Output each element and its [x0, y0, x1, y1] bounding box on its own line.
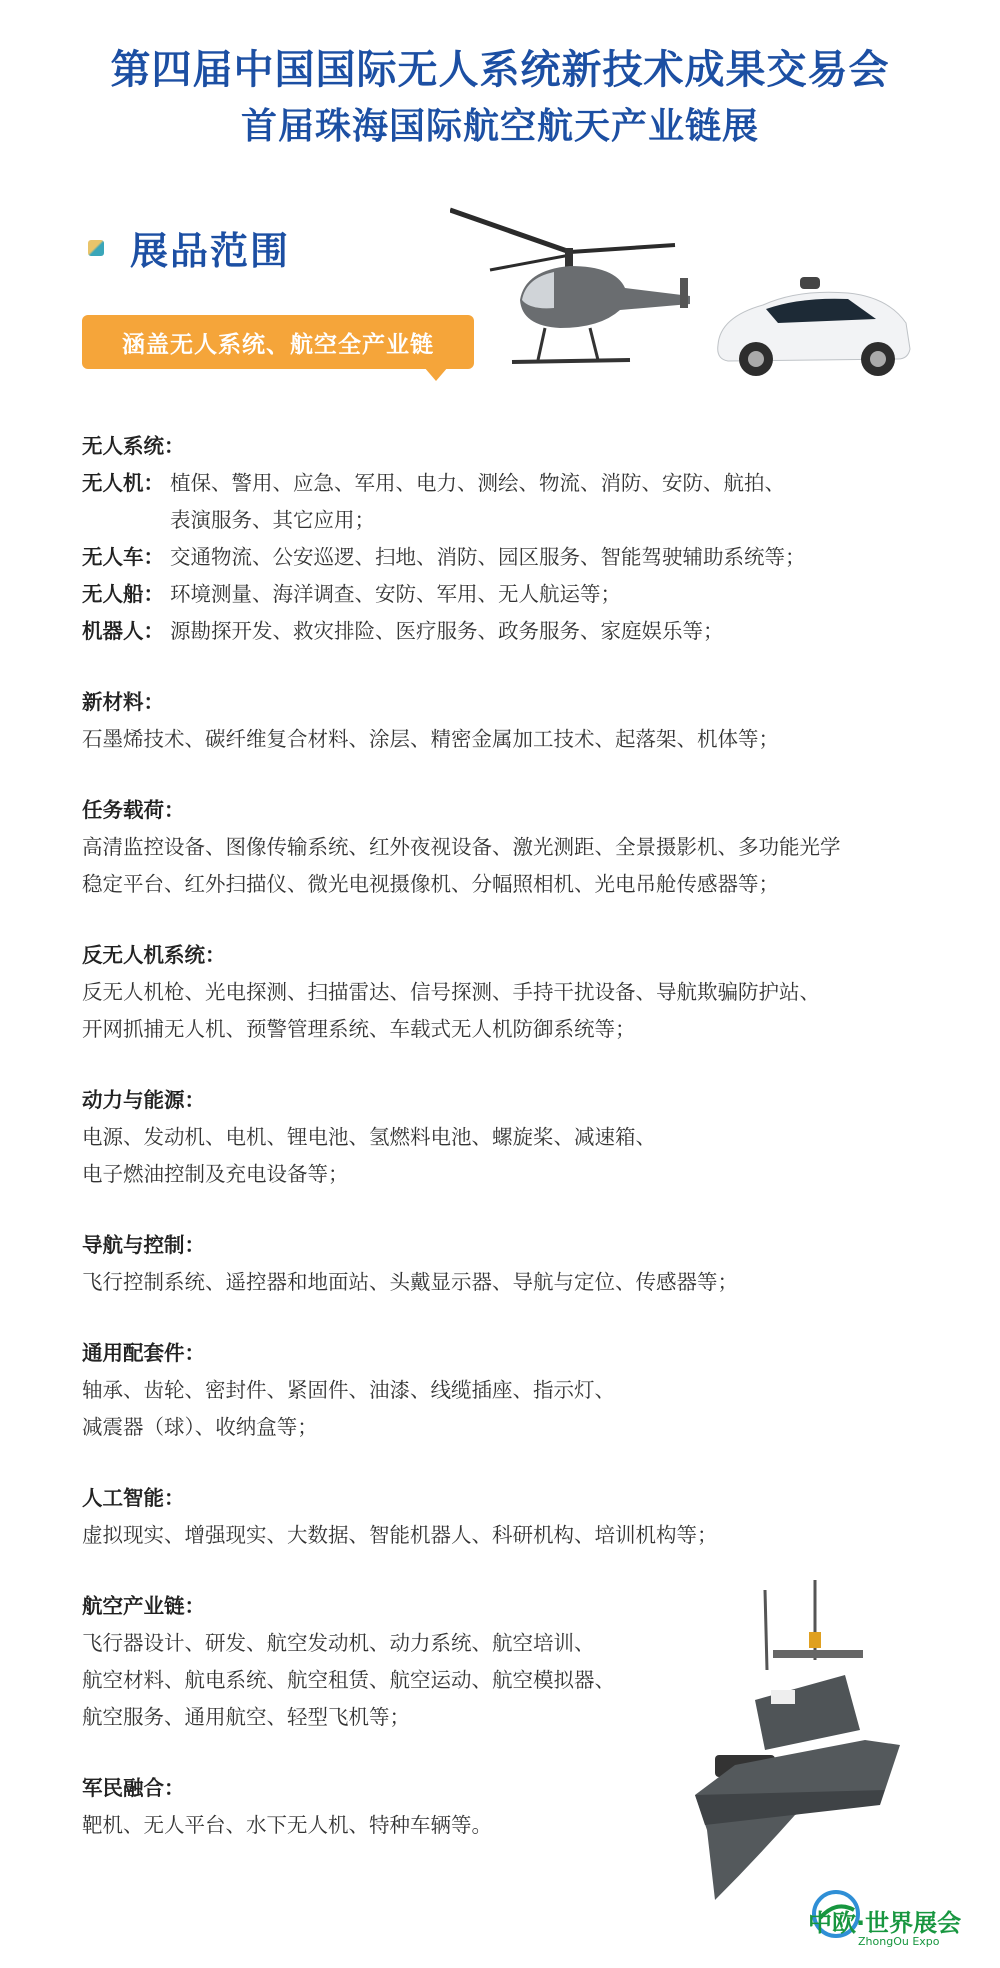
item-text: 交通物流、公安巡逻、扫地、消防、园区服务、智能驾驶辅助系统等； — [170, 545, 806, 569]
category-general-parts — [82, 1335, 962, 1446]
unmanned-helicopter-image — [450, 200, 710, 385]
category-unmanned-systems — [82, 428, 962, 650]
category-text: 稳定平台、红外扫描仪、微光电视摄像机、分幅照相机、光电吊舱传感器等； — [82, 872, 779, 896]
page-title-line2: 首届珠海国际航空航天产业链展 — [240, 106, 759, 147]
item-label: 无人船： — [82, 582, 164, 606]
category-title: 新材料： — [82, 690, 164, 714]
category-text: 航空服务、通用航空、轻型飞机等； — [82, 1705, 410, 1729]
expo-logo-name: 中欧·世界展会 — [808, 1909, 962, 1937]
category-payload — [82, 792, 962, 903]
category-text: 轴承、齿轮、密封件、紧固件、油漆、线缆插座、指示灯、 — [82, 1378, 615, 1402]
category-text: 高清监控设备、图像传输系统、红外夜视设备、激光测距、全景摄影机、多功能光学 — [82, 835, 841, 859]
list-item — [82, 465, 962, 539]
scope-banner: 涵盖无人系统、航空全产业链 — [82, 315, 474, 369]
category-text: 飞行器设计、研发、航空发动机、动力系统、航空培训、 — [82, 1631, 595, 1655]
page-title-line1: 第四届中国国际无人系统新技术成果交易会 — [110, 47, 890, 93]
category-title: 无人系统： — [82, 434, 185, 458]
category-title: 航空产业链： — [82, 1594, 205, 1618]
category-ai — [82, 1480, 962, 1554]
item-label: 机器人： — [82, 619, 164, 643]
list-item — [82, 539, 962, 576]
list-item — [82, 576, 962, 613]
category-new-materials — [82, 684, 962, 758]
category-text: 飞行控制系统、遥控器和地面站、头戴显示器、导航与定位、传感器等； — [82, 1270, 738, 1294]
category-title: 任务载荷： — [82, 798, 185, 822]
category-navigation-control — [82, 1227, 962, 1301]
category-title: 人工智能： — [82, 1486, 185, 1510]
expo-logo-subtitle: ZhongOu Expo — [858, 1935, 940, 1948]
category-title: 动力与能源： — [82, 1088, 205, 1112]
item-label: 无人车： — [82, 545, 164, 569]
category-text: 减震器（球）、收纳盒等； — [82, 1415, 318, 1439]
category-power-energy — [82, 1082, 962, 1193]
category-title: 导航与控制： — [82, 1233, 205, 1257]
item-text: 表演服务、其它应用； — [170, 508, 375, 532]
section-header — [88, 220, 290, 275]
category-title: 反无人机系统： — [82, 943, 226, 967]
section-title: 展品范围 — [130, 229, 291, 273]
category-counter-uav — [82, 937, 962, 1048]
category-text: 航空材料、航电系统、航空租赁、航空运动、航空模拟器、 — [82, 1668, 615, 1692]
category-text: 石墨烯技术、碳纤维复合材料、涂层、精密金属加工技术、起落架、机体等； — [82, 727, 779, 751]
item-text: 源勘探开发、救灾排险、医疗服务、政务服务、家庭娱乐等； — [170, 619, 724, 643]
item-text: 环境测量、海洋调查、安防、军用、无人航运等； — [170, 582, 621, 606]
category-text: 反无人机枪、光电探测、扫描雷达、信号探测、手持干扰设备、导航欺骗防护站、 — [82, 980, 820, 1004]
self-driving-car-image — [708, 275, 918, 380]
unmanned-boat-image — [695, 1580, 925, 1910]
item-label: 无人机： — [82, 471, 164, 495]
category-title: 通用配套件： — [82, 1341, 205, 1365]
category-text: 开网抓捕无人机、预警管理系统、车载式无人机防御系统等； — [82, 1017, 636, 1041]
list-item — [82, 613, 962, 650]
section-bullet-icon — [88, 240, 104, 256]
item-text: 植保、警用、应急、军用、电力、测绘、物流、消防、安防、航拍、 — [170, 471, 785, 495]
category-text: 靶机、无人平台、水下无人机、特种车辆等。 — [82, 1813, 492, 1837]
category-title: 军民融合： — [82, 1776, 185, 1800]
category-text: 虚拟现实、增强现实、大数据、智能机器人、科研机构、培训机构等； — [82, 1523, 718, 1547]
category-text: 电源、发动机、电机、锂电池、氢燃料电池、螺旋桨、减速箱、 — [82, 1125, 656, 1149]
category-text: 电子燃油控制及充电设备等； — [82, 1162, 349, 1186]
